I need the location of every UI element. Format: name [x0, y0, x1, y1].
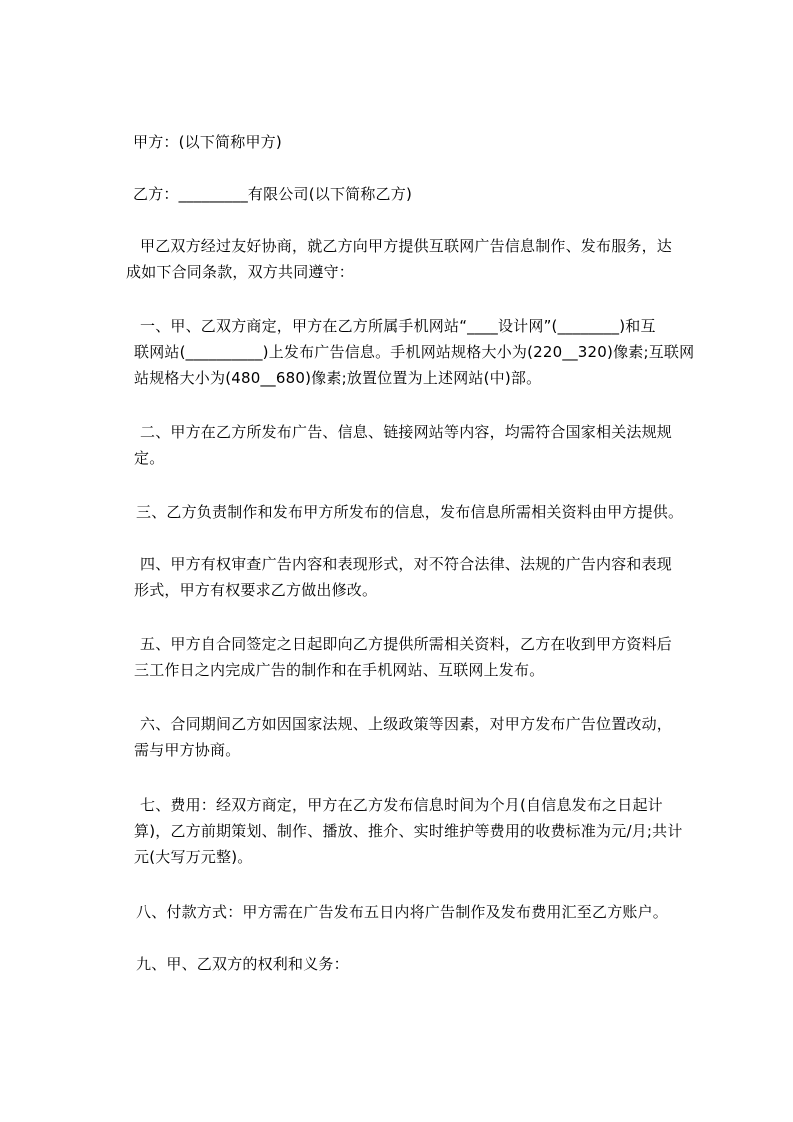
- intro-paragraph: [126, 233, 698, 285]
- clause-4-line-2: 形式，甲方有权要求乙方做出修改。: [134, 581, 378, 599]
- clause-2: [126, 419, 698, 471]
- clause-9-line-1: 九、甲、乙双方的权利和义务：: [136, 955, 349, 973]
- clause-8-line-1: 八、付款方式：甲方需在广告发布五日内将广告制作及发布费用汇至乙方账户。: [136, 903, 669, 921]
- clause-6-line-2: 需与甲方协商。: [134, 741, 241, 759]
- clause-2-line-2: 定。: [134, 449, 165, 467]
- clause-2-line-1: 二、甲方在乙方所发布广告、信息、链接网站等内容，均需符合国家相关法规规: [140, 423, 673, 441]
- clause-7-line-3: 元(大写万元整)。: [134, 848, 253, 866]
- party-b-line: [133, 181, 705, 207]
- party-a-line: [133, 129, 705, 155]
- clause-4-line-1: 四、甲方有权审查广告内容和表现形式，对不符合法律、法规的广告内容和表现: [140, 555, 673, 573]
- clause-9: [126, 951, 698, 977]
- clause-1: [126, 313, 698, 391]
- clause-1-line-3: 站规格大小为(480__680)像素;放置位置为上述网站(中)部。: [134, 369, 542, 387]
- clause-6-line-1: 六、合同期间乙方如因国家法规、上级政策等因素，对甲方发布广告位置改动，: [140, 715, 673, 733]
- clause-7-line-2: 算)，乙方前期策划、制作、播放、推介、实时维护等费用的收费标准为元/月;共计: [134, 822, 683, 840]
- clause-7-line-1: 七、费用：经双方商定，甲方在乙方发布信息时间为个月(自信息发布之日起计: [140, 796, 663, 814]
- clause-5-line-2: 三工作日之内完成广告的制作和在手机网站、互联网上发布。: [134, 661, 545, 679]
- clause-7: [126, 792, 698, 870]
- clause-1-line-2: 联网站(__________)上发布广告信息。手机网站规格大小为(220__320)像素;互联网: [134, 343, 695, 361]
- clause-6: [126, 711, 698, 763]
- clause-1-line-1: 一、甲、乙双方商定，甲方在乙方所属手机网站“____设计网”(________)和互: [140, 317, 656, 335]
- party-b-text: 乙方：_________有限公司(以下简称乙方): [133, 185, 413, 203]
- clause-5: [126, 631, 698, 683]
- clause-3-line-1: 三、乙方负责制作和发布甲方所发布的信息，发布信息所需相关资料由甲方提供。: [136, 503, 684, 521]
- clause-4: [126, 551, 698, 603]
- clause-8: [126, 899, 698, 925]
- party-a-text: 甲方：(以下简称甲方): [133, 133, 282, 151]
- intro-line-1: 甲乙双方经过友好协商，就乙方向甲方提供互联网广告信息制作、发布服务，达: [140, 237, 673, 255]
- clause-3: [126, 499, 698, 525]
- intro-line-2: 成如下合同条款，双方共同遵守：: [126, 263, 355, 281]
- clause-5-line-1: 五、甲方自合同签定之日起即向乙方提供所需相关资料，乙方在收到甲方资料后: [140, 635, 673, 653]
